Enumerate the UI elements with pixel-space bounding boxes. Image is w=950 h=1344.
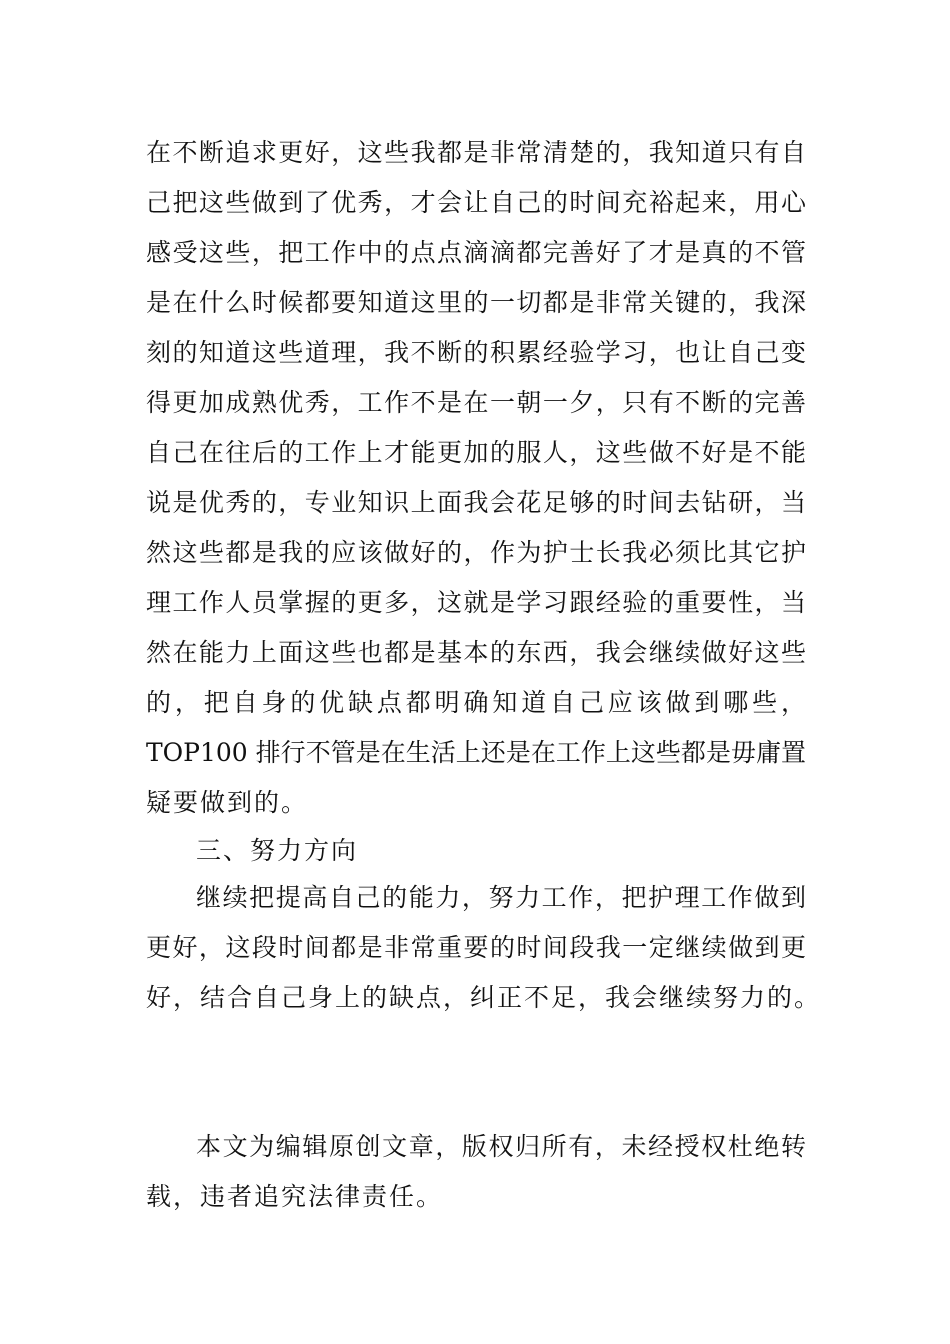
body-line: 说是优秀的，专业知识上面我会花足够的时间去钻研，当 xyxy=(146,488,806,517)
copyright-notice: 载，违者追究法律责任。 xyxy=(146,1182,444,1211)
body-line: 更好，这段时间都是非常重要的时间段我一定继续做到更 xyxy=(146,933,806,962)
body-line: 感受这些，把工作中的点点滴滴都完善好了才是真的不管 xyxy=(146,238,806,267)
body-line: 是在什么时候都要知道这里的一切都是非常关键的，我深 xyxy=(146,288,806,317)
body-line: 疑要做到的。 xyxy=(146,788,309,817)
body-line: 得更加成熟优秀，工作不是在一朝一夕，只有不断的完善 xyxy=(146,388,806,417)
section-heading: 三、努力方向 xyxy=(196,836,359,865)
body-line: 然这些都是我的应该做好的，作为护士长我必须比其它护 xyxy=(146,538,806,567)
body-line: 然在能力上面这些也都是基本的东西，我会继续做好这些 xyxy=(146,638,806,667)
body-line: 好，结合自己身上的缺点，纠正不足，我会继续努力的。 xyxy=(146,983,822,1012)
body-line: 继续把提高自己的能力，努力工作，把护理工作做到 xyxy=(196,883,806,912)
body-line: 自己在往后的工作上才能更加的服人，这些做不好是不能 xyxy=(146,438,806,467)
body-line: 理工作人员掌握的更多，这就是学习跟经验的重要性，当 xyxy=(146,588,806,617)
body-line: 己把这些做到了优秀，才会让自己的时间充裕起来，用心 xyxy=(146,188,806,217)
body-line: 刻的知道这些道理，我不断的积累经验学习，也让自己变 xyxy=(146,338,806,367)
body-line: 在不断追求更好，这些我都是非常清楚的，我知道只有自 xyxy=(146,138,806,167)
copyright-notice: 本文为编辑原创文章，版权归所有，未经授权杜绝转 xyxy=(196,1132,806,1161)
body-line: TOP100 排行不管是在生活上还是在工作上这些都是毋庸置 xyxy=(146,738,806,767)
body-line: 的，把自身的优缺点都明确知道自己应该做到哪些， xyxy=(146,688,806,717)
